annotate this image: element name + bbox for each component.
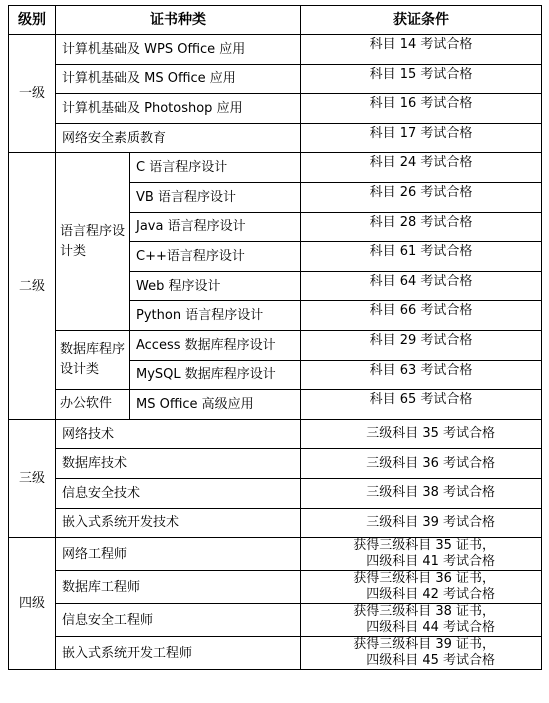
condition-line: 获得三级科目 36 证书， [353,571,495,587]
table-row [9,478,542,508]
cert-condition: 科目 24 考试合格 [301,153,542,183]
cert-condition: 科目 29 考试合格 [301,330,542,360]
table-row [9,390,542,420]
level-label: 一级 [9,35,56,153]
table-row [9,571,542,604]
table-row [9,449,542,479]
cert-condition: 科目 14 考试合格 [301,35,542,65]
cert-condition: 科目 26 考试合格 [301,182,542,212]
table-row [9,508,542,538]
cert-condition: 科目 63 考试合格 [301,360,542,390]
cert-name: 网络工程师 [56,538,301,571]
cert-name: 信息安全技术 [56,478,301,508]
cert-condition: 科目 15 考试合格 [301,64,542,94]
cert-condition [301,571,542,604]
table-row [9,604,542,637]
cert-condition: 科目 64 考试合格 [301,271,542,301]
cert-name: Java 语言程序设计 [130,212,301,242]
cert-name: MS Office 高级应用 [130,390,301,420]
table-row [9,637,542,670]
header-category: 证书种类 [56,6,301,35]
condition-line: 四级科目 45 考试合格 [366,653,495,669]
category-label: 语言程序设计类 [56,153,130,331]
cert-name: Access 数据库程序设计 [130,330,301,360]
cert-condition [301,538,542,571]
level-label: 二级 [9,153,56,419]
table-row [9,64,542,94]
cert-condition: 三级科目 36 考试合格 [301,449,542,479]
category-label: 数据库程序设计类 [56,330,130,389]
cert-name: MySQL 数据库程序设计 [130,360,301,390]
condition-line: 获得三级科目 39 证书， [353,637,495,653]
cert-condition: 三级科目 38 考试合格 [301,478,542,508]
condition-line: 四级科目 44 考试合格 [366,620,495,636]
cert-name: VB 语言程序设计 [130,182,301,212]
level-label: 四级 [9,538,56,670]
cert-name: 嵌入式系统开发技术 [56,508,301,538]
cert-name: C 语言程序设计 [130,153,301,183]
cert-condition: 科目 16 考试合格 [301,94,542,124]
table-row [9,94,542,124]
cert-condition: 科目 66 考试合格 [301,301,542,331]
cert-name: 网络安全素质教育 [56,123,301,153]
condition-line: 四级科目 42 考试合格 [366,587,495,603]
cert-name: C++语言程序设计 [130,242,301,272]
cert-name: 数据库技术 [56,449,301,479]
cert-condition: 三级科目 35 考试合格 [301,419,542,449]
cert-name: 计算机基础及 WPS Office 应用 [56,35,301,65]
cert-name: 嵌入式系统开发工程师 [56,637,301,670]
cert-name: 数据库工程师 [56,571,301,604]
cert-condition: 科目 28 考试合格 [301,212,542,242]
table-row [9,35,542,65]
header-level: 级别 [9,6,56,35]
cert-name: 计算机基础及 MS Office 应用 [56,64,301,94]
cert-condition: 三级科目 39 考试合格 [301,508,542,538]
table-row [9,538,542,571]
table-row [9,153,542,183]
category-label: 办公软件 [56,390,130,420]
certificate-table [8,5,542,670]
condition-line: 获得三级科目 35 证书， [353,538,495,554]
table-row [9,123,542,153]
cert-condition: 科目 61 考试合格 [301,242,542,272]
header-row [9,6,542,35]
table-row [9,419,542,449]
cert-name: 信息安全工程师 [56,604,301,637]
cert-condition: 科目 17 考试合格 [301,123,542,153]
level-label: 三级 [9,419,56,537]
cert-condition: 科目 65 考试合格 [301,390,542,420]
cert-name: 计算机基础及 Photoshop 应用 [56,94,301,124]
cert-condition [301,604,542,637]
condition-line: 获得三级科目 38 证书， [353,604,495,620]
table-row [9,330,542,360]
cert-condition [301,637,542,670]
cert-name: 网络技术 [56,419,301,449]
condition-line: 四级科目 41 考试合格 [366,554,495,570]
header-condition: 获证条件 [301,6,542,35]
cert-name: Python 语言程序设计 [130,301,301,331]
cert-name: Web 程序设计 [130,271,301,301]
